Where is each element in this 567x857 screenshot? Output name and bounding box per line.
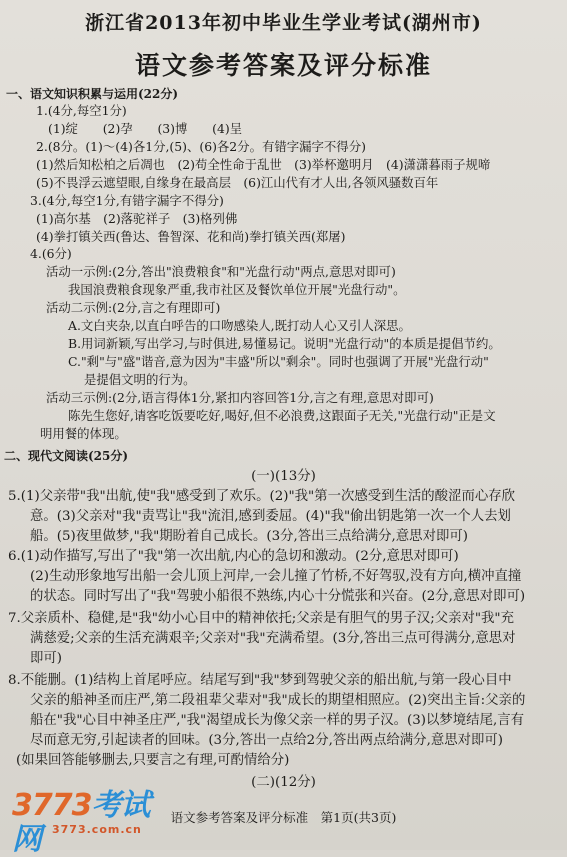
answer-line: (2)生动形象地写出船一会儿顶上河岸,一会儿撞了竹桥,不好驾驭,没有方向,横冲直撞	[30, 569, 522, 584]
answer-line: B.用词新颖,写出学习,与时俱进,易懂易记。说明"光盘行动"的本质是提倡节约。	[68, 336, 501, 351]
subsection-heading: (二)(12分)	[251, 775, 316, 790]
logo-number: 3773	[12, 788, 92, 823]
answer-line: (1)绽 (2)孕 (3)博 (4)呈	[48, 121, 243, 136]
answer-line: 6.(1)动作描写,写出了"我"第一次出航,内心的急切和激动。(2分,意思对即可)	[8, 549, 459, 564]
logo-text: 考试网	[12, 788, 150, 857]
answer-line: 1.(4分,每空1分)	[36, 103, 127, 118]
page-footer: 语文参考答案及评分标准 第1页(共3页)	[170, 810, 397, 825]
subsection-heading: (一)(13分)	[251, 469, 316, 484]
answer-line: 即可)	[30, 651, 63, 666]
answer-line: 活动三示例:(2分,语言得体1分,紧扣内容回答1分,言之有理,意思对即可)	[46, 390, 434, 405]
answer-line: A.文白夹杂,以直白呼告的口吻感染人,既打动人心又引人深思。	[68, 318, 411, 333]
answer-line: 陈先生您好,请客吃饭要吃好,喝好,但不必浪费,这跟面子无关,"光盘行动"正是文	[68, 408, 496, 423]
answer-line: 5.(1)父亲带"我"出航,使"我"感受到了欢乐。(2)"我"第一次感受到生活的酸涩而心存欣	[8, 489, 516, 504]
answer-line: (1)高尔基 (2)落驼祥子 (3)格列佛	[36, 211, 238, 226]
answer-line: 3.(4分,每空1分,有错字漏字不得分)	[30, 193, 224, 208]
answer-line: 是提倡文明的行为。	[84, 372, 196, 387]
answer-line: 活动一示例:(2分,答出"浪费粮食"和"光盘行动"两点,意思对即可)	[46, 264, 396, 279]
answer-line: 8.不能删。(1)结构上首尾呼应。结尾写到"我"梦到驾驶父亲的船出航,与第一段心目中	[8, 673, 512, 688]
page-subtitle: 语文参考答案及评分标准	[134, 51, 432, 80]
answer-line: 7.父亲质朴、稳健,是"我"幼小心目中的精神依托;父亲是有胆气的男子汉;父亲对"我"充	[8, 611, 514, 626]
answer-line: 尽而意无穷,引起读者的回味。(3分,答出一点给2分,答出两点给满分,意思对即可)	[30, 733, 504, 748]
answer-line: 满慈爱;父亲的生活充满艰辛;父亲对"我"充满希望。(3分,答出三点可得满分,意思对	[30, 631, 516, 646]
answer-line: 父亲的船神圣而庄严,第二段祖辈父辈对"我"成长的期望相照应。(2)突出主旨:父亲的	[30, 693, 526, 708]
answer-line: 2.(8分。(1)～(4)各1分,(5)、(6)各2分。有错字漏字不得分)	[36, 139, 366, 154]
answer-line: 意。(3)父亲对"我"责骂让"我"流泪,感到委屈。(4)"我"偷出钥匙第一次一个人去划	[30, 509, 511, 524]
answer-line: (4)拳打镇关西(鲁达、鲁智深、花和尚)拳打镇关西(郑屠)	[36, 229, 346, 244]
answer-line: 4.(6分)	[30, 246, 72, 261]
page-title: 浙江省2013年初中毕业生学业考试(湖州市)	[85, 12, 482, 34]
answer-line: 的状态。同时写出了"我"驾驶小船很不熟练,内心十分慌张和兴奋。(2分,意思对即可)	[30, 589, 526, 604]
section-heading: 一、语文知识积累与运用(22分)	[6, 87, 179, 101]
answer-line: 船在"我"心目中神圣庄严,"我"渴望成长为像父亲一样的男子汉。(3)以梦境结尾,言有	[30, 713, 525, 728]
answer-line: C."剩"与"盛"谐音,意为因为"丰盛"所以"剩余"。同时也强调了开展"光盘行动"	[68, 354, 489, 369]
answer-line: (如果回答能够删去,只要言之有理,可酌情给分)	[16, 753, 290, 768]
answer-line: (1)然后知松柏之后凋也 (2)苟全性命于乱世 (3)举杯邀明月 (4)潇潇暮雨子规啼	[36, 157, 491, 172]
section-heading: 二、现代文阅读(25分)	[4, 449, 129, 463]
answer-line: 活动二示例:(2分,言之有理即可)	[46, 300, 221, 315]
answer-line: (5)不畏浮云遮望眼,自缘身在最高层 (6)江山代有才人出,各领风骚数百年	[36, 175, 439, 190]
answer-line: 我国浪费粮食现象严重,我市社区及餐饮单位开展"光盘行动"。	[68, 282, 406, 297]
answer-line: 船。(5)夜里做梦,"我"期盼着自己成长。(3分,答出三点给满分,意思对即可)	[30, 529, 468, 544]
logo-url: 3773.com.cn	[52, 823, 142, 836]
answer-line: 明用餐的体现。	[40, 426, 127, 441]
